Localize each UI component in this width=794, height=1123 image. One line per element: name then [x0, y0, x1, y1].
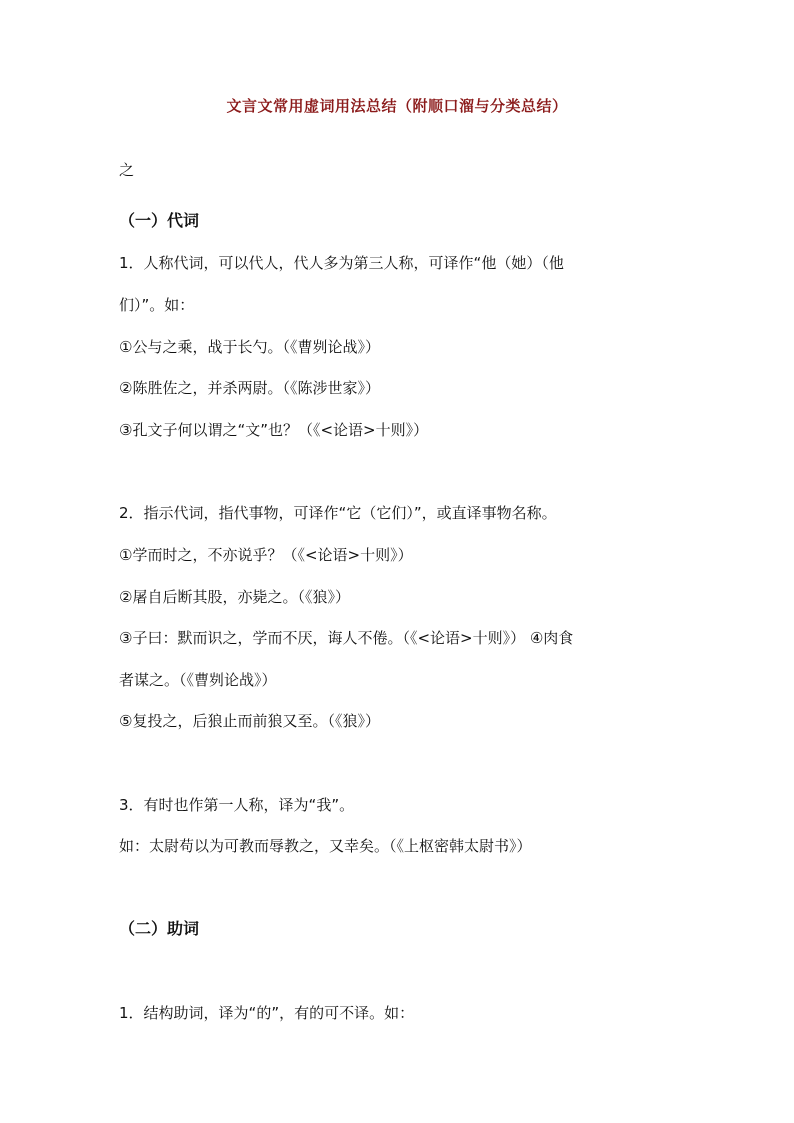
document-title: 文言文常用虚词用法总结（附顺口溜与分类总结）	[226, 97, 568, 115]
example-line: ②屠自后断其股，亦毙之。（《狼》）	[119, 588, 350, 606]
paragraph-first-person: 3．有时也作第一人称，译为“我”。	[119, 796, 355, 814]
section-heading-pronoun: （一）代词	[119, 211, 200, 230]
section-heading-particle: （二）助词	[119, 919, 200, 938]
example-line: 如：太尉苟以为可教而辱教之，又幸矣。（《上枢密韩太尉书》）	[119, 837, 532, 855]
keyword-zhi: 之	[119, 161, 135, 179]
example-line: ①公与之乘，战于长勺。（《曹刿论战》）	[119, 338, 380, 356]
paragraph-demonstrative-pronoun: 2．指示代词，指代事物，可译作“它（它们）”，或直译事物名称。	[119, 504, 557, 522]
paragraph-structural-particle: 1．结构助词，译为“的”，有的可不译。如：	[119, 1004, 415, 1022]
paragraph-personal-pronoun-cont: 们）”。如：	[119, 296, 195, 314]
example-line: ②陈胜佐之，并杀两尉。（《陈涉世家》）	[119, 379, 380, 397]
example-line: 者谋之。（《曹刿论战》）	[119, 671, 277, 689]
example-line: ③子曰：默而识之，学而不厌，诲人不倦。（《<论语>十则》） ④肉食	[119, 629, 574, 647]
example-line: ①学而时之，不亦说乎？（《<论语>十则》）	[119, 546, 413, 564]
paragraph-personal-pronoun: 1．人称代词，可以代人，代人多为第三人称，可译作“他（她）（他	[119, 254, 564, 272]
example-line: ⑤复投之，后狼止而前狼又至。（《狼》）	[119, 712, 380, 730]
example-line: ③孔文子何以谓之“文”也？（《<论语>十则》）	[119, 421, 429, 439]
